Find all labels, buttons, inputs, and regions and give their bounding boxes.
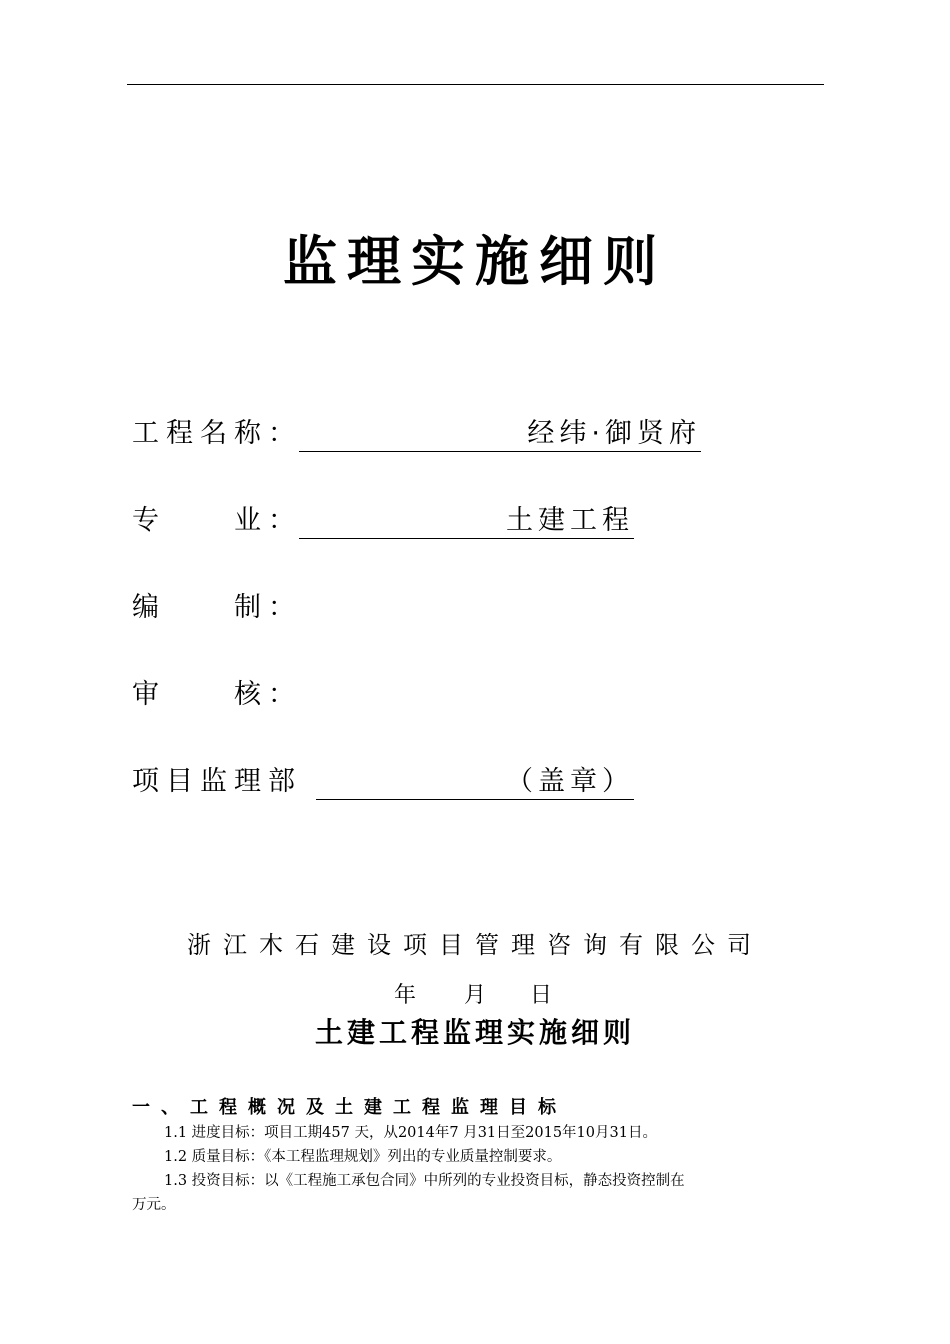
paragraph (132, 1194, 822, 1216)
paragraph (132, 1122, 822, 1144)
quality-target: 1.2 质量目标：《本工程监理规划》列出的专业质量控制要求。 (164, 1149, 562, 1165)
field-department (132, 760, 634, 804)
field-reviewed-by (132, 673, 302, 717)
document-title: 监理实施细则 (283, 230, 667, 293)
header-rule (127, 84, 824, 85)
company-name: 浙江木石建设项目管理咨询有限公司 (187, 931, 763, 959)
investment-target-continued: 万元。 (132, 1197, 176, 1213)
date-year: 年 (394, 983, 417, 1008)
field-compiled-by (132, 586, 302, 630)
date-line (394, 978, 554, 1014)
field-project-name (132, 412, 701, 456)
progress-target: 1.1 进度目标：项目工期457 天，从2014年7 月31日至2015年10月31日。 (164, 1125, 657, 1141)
field-label: 工程名称： (132, 418, 302, 449)
investment-target: 1.3 投资目标：以《工程施工承包合同》中所列的专业投资目标，静态投资控制在 (164, 1173, 685, 1189)
date-day: 日 (530, 983, 553, 1008)
section-heading: 一、工程概况及土建工程监理目标 (132, 1097, 567, 1118)
date-month: 月 (464, 983, 487, 1008)
specialty-value: 土建工程 (299, 499, 634, 539)
field-label: 专 业： (132, 505, 302, 536)
section-title: 土建工程监理实施细则 (314, 1016, 635, 1049)
department-seal-value: （盖章） (316, 760, 634, 800)
field-label: 编 制： (132, 592, 302, 623)
project-name-value: 经纬·御贤府 (299, 412, 701, 452)
paragraph (132, 1170, 822, 1192)
paragraph (132, 1146, 822, 1168)
field-label: 项目监理部 (132, 766, 302, 797)
field-specialty (132, 499, 634, 543)
field-label: 审 核： (132, 679, 302, 710)
